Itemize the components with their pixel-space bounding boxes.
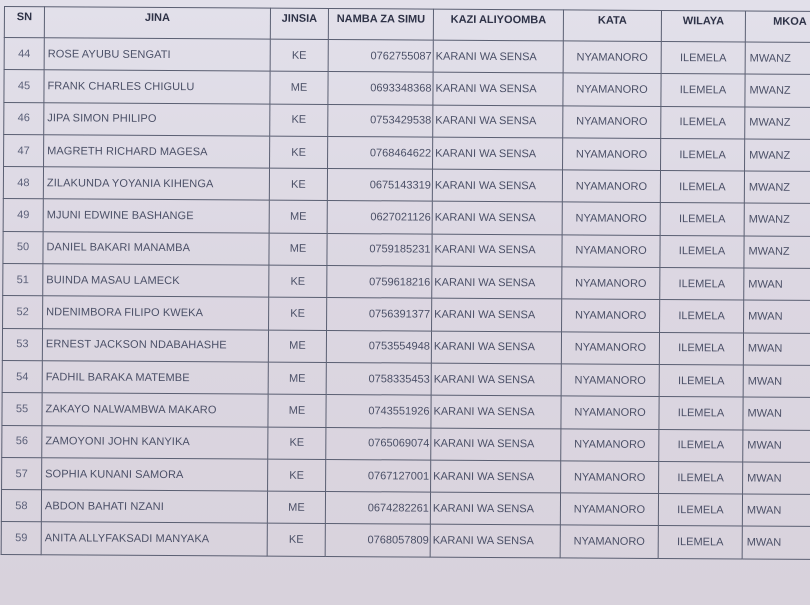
cell-wilaya: ILEMELA [658, 526, 742, 559]
cell-kazi: KARANI WA SENSA [431, 428, 561, 461]
cell-sn: 53 [2, 328, 42, 361]
cell-jinsia: ME [267, 491, 325, 524]
cell-simu: 0759185231 [327, 233, 432, 266]
cell-jina: JIPA SIMON PHILIPO [44, 102, 270, 136]
header-jinsia: JINSIA [270, 8, 328, 39]
cell-mkoa: MWANZ [745, 107, 810, 140]
cell-kata: NYAMANORO [562, 202, 660, 235]
cell-simu: 0743551926 [326, 395, 431, 428]
table-row [4, 102, 810, 139]
cell-kazi: KARANI WA SENSA [432, 202, 562, 235]
cell-wilaya: ILEMELA [661, 74, 745, 107]
header-mkoa: MKOA [745, 11, 810, 43]
cell-simu: 0756391377 [327, 298, 432, 331]
cell-simu: 0759618216 [327, 266, 432, 299]
cell-jinsia: ME [268, 362, 326, 395]
cell-jina: ZILAKUNDA YOYANIA KIHENGA [43, 167, 269, 201]
cell-sn: 59 [1, 522, 41, 555]
cell-sn: 57 [2, 457, 42, 490]
cell-sn: 56 [2, 425, 42, 458]
cell-wilaya: ILEMELA [659, 429, 743, 462]
cell-jina: ZAMOYONI JOHN KANYIKA [42, 425, 268, 459]
cell-simu: 0627021126 [327, 201, 432, 234]
cell-kazi: KARANI WA SENSA [433, 137, 563, 170]
cell-kata: NYAMANORO [562, 170, 660, 203]
table-row [4, 38, 810, 75]
cell-sn: 50 [3, 231, 43, 264]
cell-mkoa: MWAN [743, 430, 810, 463]
table-header-row [4, 7, 810, 43]
cell-wilaya: ILEMELA [661, 138, 745, 171]
header-kata: KATA [563, 10, 661, 42]
cell-kata: NYAMANORO [561, 364, 659, 397]
table-row [3, 231, 810, 268]
header-wilaya: WILAYA [661, 11, 745, 43]
cell-wilaya: ILEMELA [659, 397, 743, 430]
cell-mkoa: MWANZ [745, 139, 810, 172]
cell-sn: 52 [3, 296, 43, 329]
table-row [3, 167, 810, 204]
cell-simu: 0765069074 [326, 427, 431, 460]
cell-mkoa: MWAN [744, 300, 810, 333]
cell-simu: 0758335453 [326, 362, 431, 395]
cell-jina: NDENIMBORA FILIPO KWEKA [43, 296, 269, 330]
cell-kata: NYAMANORO [560, 525, 658, 558]
cell-mkoa: MWANZ [745, 74, 810, 107]
cell-jinsia: KE [270, 104, 328, 137]
cell-jinsia: ME [268, 330, 326, 363]
cell-kazi: KARANI WA SENSA [433, 40, 563, 73]
cell-jina: ANITA ALLYFAKSADI MANYAKA [41, 522, 267, 556]
table-row [2, 457, 810, 494]
cell-sn: 55 [2, 393, 42, 426]
cell-kazi: KARANI WA SENSA [430, 525, 560, 558]
cell-kazi: KARANI WA SENSA [432, 266, 562, 299]
header-jina: JINA [44, 7, 270, 39]
cell-simu: 0675143319 [327, 169, 432, 202]
cell-jina: MAGRETH RICHARD MAGESA [44, 135, 270, 169]
cell-kata: NYAMANORO [563, 73, 661, 106]
cell-wilaya: ILEMELA [661, 42, 745, 75]
cell-mkoa: MWAN [742, 494, 810, 527]
table-row [3, 296, 810, 333]
cell-jinsia: ME [268, 394, 326, 427]
cell-jina: DANIEL BAKARI MANAMBA [43, 232, 269, 266]
cell-kata: NYAMANORO [562, 267, 660, 300]
applicants-table [1, 6, 810, 560]
cell-jina: ERNEST JACKSON NDABAHASHE [42, 328, 268, 362]
table-row [4, 134, 810, 171]
cell-mkoa: MWAN [743, 365, 810, 398]
table-row [1, 490, 810, 527]
cell-jinsia: KE [268, 459, 326, 492]
cell-kata: NYAMANORO [561, 396, 659, 429]
cell-simu: 0753429538 [328, 104, 433, 137]
cell-wilaya: ILEMELA [660, 235, 744, 268]
cell-jina: FRANK CHARLES CHIGULU [44, 70, 270, 104]
cell-kata: NYAMANORO [560, 493, 658, 526]
cell-wilaya: ILEMELA [659, 332, 743, 365]
table-row [2, 360, 810, 397]
cell-jina: BUINDA MASAU LAMECK [43, 264, 269, 298]
cell-wilaya: ILEMELA [660, 203, 744, 236]
cell-kazi: KARANI WA SENSA [432, 298, 562, 331]
cell-jina: ROSE AYUBU SENGATI [44, 38, 270, 72]
cell-sn: 51 [3, 264, 43, 297]
cell-kazi: KARANI WA SENSA [430, 492, 560, 525]
cell-kata: NYAMANORO [563, 41, 661, 74]
header-sn: SN [4, 7, 44, 38]
table-row [3, 199, 810, 236]
cell-simu: 0767127001 [326, 459, 431, 492]
cell-kazi: KARANI WA SENSA [431, 395, 561, 428]
cell-sn: 48 [3, 167, 43, 200]
cell-simu: 0768464622 [328, 136, 433, 169]
cell-jinsia: ME [269, 233, 327, 266]
cell-jina: ZAKAYO NALWAMBWA MAKARO [42, 393, 268, 427]
table-row [4, 70, 810, 107]
cell-simu: 0674282261 [325, 492, 430, 525]
cell-wilaya: ILEMELA [661, 106, 745, 139]
cell-mkoa: MWAN [743, 333, 810, 366]
cell-wilaya: ILEMELA [659, 461, 743, 494]
cell-jinsia: ME [270, 71, 328, 104]
cell-mkoa: MWAN [743, 397, 810, 430]
cell-kata: NYAMANORO [561, 461, 659, 494]
cell-sn: 58 [1, 490, 41, 523]
cell-simu: 0693348368 [328, 72, 433, 105]
cell-jina: FADHIL BARAKA MATEMBE [42, 361, 268, 395]
cell-mkoa: MWAN [744, 268, 810, 301]
cell-kata: NYAMANORO [561, 428, 659, 461]
table-row [1, 522, 810, 559]
cell-jinsia: KE [267, 524, 325, 557]
cell-kazi: KARANI WA SENSA [433, 105, 563, 138]
cell-wilaya: ILEMELA [658, 494, 742, 527]
cell-kazi: KARANI WA SENSA [431, 460, 561, 493]
cell-kazi: KARANI WA SENSA [433, 72, 563, 105]
cell-jinsia: KE [269, 297, 327, 330]
cell-kazi: KARANI WA SENSA [431, 363, 561, 396]
header-kazi-aliyoomba: KAZI ALIYOOMBA [433, 9, 563, 41]
cell-jinsia: KE [270, 39, 328, 72]
cell-wilaya: ILEMELA [660, 268, 744, 301]
cell-mkoa: MWANZ [744, 171, 810, 204]
header-namba-za-simu: NAMBA ZA SIMU [328, 8, 433, 40]
cell-sn: 44 [4, 38, 44, 71]
cell-mkoa: MWANZ [744, 236, 810, 269]
cell-jinsia: ME [269, 201, 327, 234]
cell-kata: NYAMANORO [563, 138, 661, 171]
cell-mkoa: MWANZ [744, 204, 810, 237]
cell-kata: NYAMANORO [562, 299, 660, 332]
cell-wilaya: ILEMELA [660, 171, 744, 204]
cell-kata: NYAMANORO [561, 332, 659, 365]
table-row [3, 264, 810, 301]
cell-kazi: KARANI WA SENSA [431, 331, 561, 364]
cell-simu: 0762755087 [328, 39, 433, 72]
cell-jina: MJUNI EDWINE BASHANGE [43, 199, 269, 233]
cell-sn: 49 [3, 199, 43, 232]
cell-sn: 45 [4, 70, 44, 103]
cell-jinsia: KE [269, 168, 327, 201]
cell-sn: 47 [4, 134, 44, 167]
cell-kazi: KARANI WA SENSA [432, 234, 562, 267]
cell-jinsia: KE [269, 265, 327, 298]
cell-kata: NYAMANORO [563, 106, 661, 139]
cell-kata: NYAMANORO [562, 235, 660, 268]
cell-kazi: KARANI WA SENSA [432, 169, 562, 202]
cell-sn: 54 [2, 360, 42, 393]
table-row [2, 393, 810, 430]
cell-wilaya: ILEMELA [659, 364, 743, 397]
cell-mkoa: MWAN [742, 526, 810, 559]
cell-simu: 0768057809 [325, 524, 430, 557]
table-row [2, 425, 810, 462]
cell-mkoa: MWANZ [745, 42, 810, 75]
cell-mkoa: MWAN [743, 462, 810, 495]
cell-wilaya: ILEMELA [660, 300, 744, 333]
cell-sn: 46 [4, 102, 44, 135]
cell-jina: ABDON BAHATI NZANI [41, 490, 267, 524]
cell-jinsia: KE [268, 427, 326, 460]
table-row [2, 328, 810, 365]
cell-jina: SOPHIA KUNANI SAMORA [42, 458, 268, 492]
cell-jinsia: KE [270, 136, 328, 169]
cell-simu: 0753554948 [326, 330, 431, 363]
